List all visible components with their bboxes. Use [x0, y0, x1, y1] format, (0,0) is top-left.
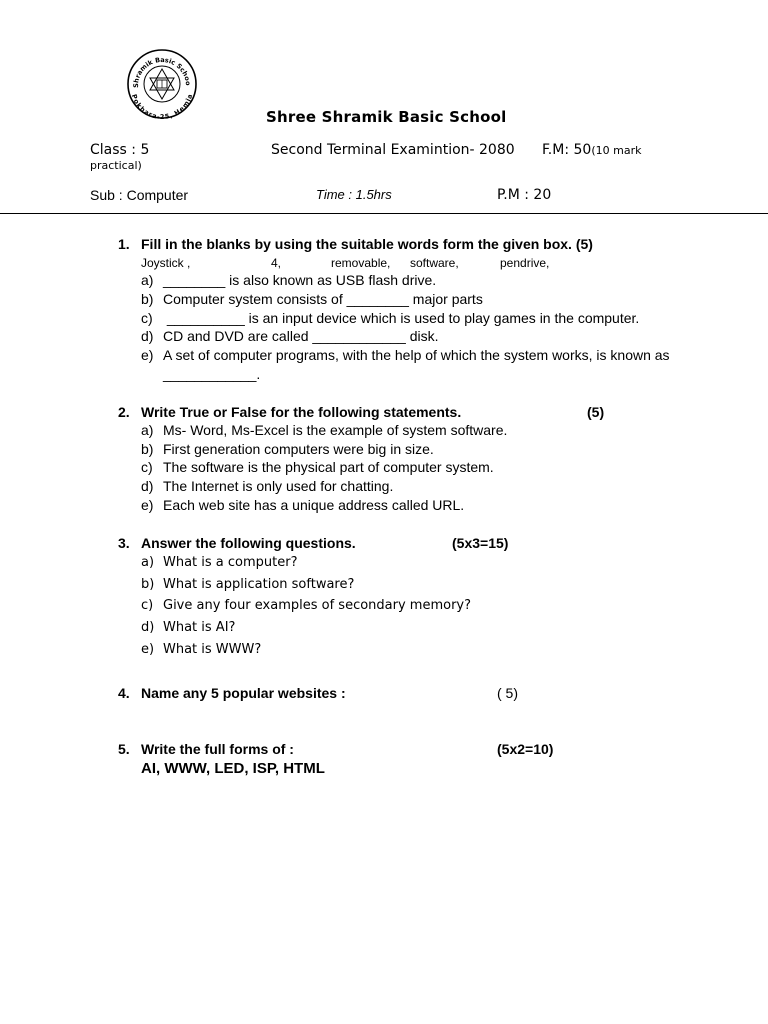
q1-title: Fill in the blanks by using the suitable words form the given box. (5) — [141, 236, 593, 252]
school-name: Shree Shramik Basic School — [266, 108, 507, 126]
q1-item-d: d) CD and DVD are called ____________ disk. — [141, 328, 439, 344]
q3-item-b: b) What is application software? — [141, 577, 355, 592]
q2-item-d: d) The Internet is only used for chatting. — [141, 478, 394, 494]
q1-word: 4, — [271, 256, 282, 270]
q1-item-a: a) ________ is also known as USB flash drive. — [141, 272, 437, 288]
q3-marks: (5x3=15) — [452, 535, 509, 551]
q1-item-c: c) __________ is an input device which is used to play games in the computer. — [141, 310, 640, 326]
q2-item-b: b) First generation computers were big in size. — [141, 441, 434, 457]
q1-word: removable, — [331, 256, 391, 270]
q1-word: software, — [410, 256, 459, 270]
full-marks — [542, 142, 641, 158]
svg-text:Pokhara-25, Hemja: Pokhara-25, Hemja — [129, 93, 195, 120]
pass-marks: P.M : 20 — [497, 187, 552, 203]
q3-item-e: e) What is WWW? — [141, 642, 262, 657]
subject-label: Sub : Computer — [90, 187, 189, 203]
q2-marks: (5) — [587, 404, 605, 420]
q1-word: pendrive, — [500, 256, 550, 270]
q5-title: Write the full forms of : — [141, 741, 294, 757]
q4-number: 4. — [118, 685, 130, 701]
q5-number: 5. — [118, 741, 130, 757]
q3-item-c: c) Give any four examples of secondary memory? — [141, 598, 472, 613]
q1-word: Joystick , — [141, 256, 191, 270]
q2-item-a: a) Ms- Word, Ms-Excel is the example of system software. — [141, 422, 508, 438]
header-divider — [0, 213, 768, 214]
q1-item-b: b) Computer system consists of ________ major parts — [141, 291, 483, 307]
q5-terms: AI, WWW, LED, ISP, HTML — [141, 760, 325, 777]
full-marks-note-cont: practical) — [90, 159, 142, 172]
q3-item-a: a) What is a computer? — [141, 555, 298, 570]
class-label: Class : 5 — [90, 142, 150, 158]
exam-title: Second Terminal Examintion- 2080 — [271, 142, 515, 158]
svg-text:Shramik Basic School: Shramik Basic Schoo — [131, 55, 193, 88]
q1-item-e-cont: ____________. — [163, 366, 261, 382]
q1-number: 1. — [118, 236, 130, 252]
q2-number: 2. — [118, 404, 130, 420]
school-logo-seal — [126, 48, 198, 120]
q4-marks: ( 5) — [497, 685, 518, 701]
q5-marks: (5x2=10) — [497, 741, 554, 757]
time-label: Time : 1.5hrs — [316, 187, 392, 202]
q1-item-e: e) A set of computer programs, with the help of which the system works, is known as — [141, 347, 670, 363]
q3-number: 3. — [118, 535, 130, 551]
q3-title: Answer the following questions. — [141, 535, 356, 551]
full-marks-label: F.M: 50 — [542, 142, 592, 158]
q2-item-c: c) The software is the physical part of computer system. — [141, 459, 494, 475]
q2-item-e: e) Each web site has a unique address called URL. — [141, 497, 465, 513]
q4-title: Name any 5 popular websites : — [141, 685, 346, 701]
full-marks-note: (10 mark — [591, 144, 642, 157]
q2-title: Write True or False for the following statements. — [141, 404, 462, 420]
q3-item-d: d) What is AI? — [141, 620, 236, 635]
